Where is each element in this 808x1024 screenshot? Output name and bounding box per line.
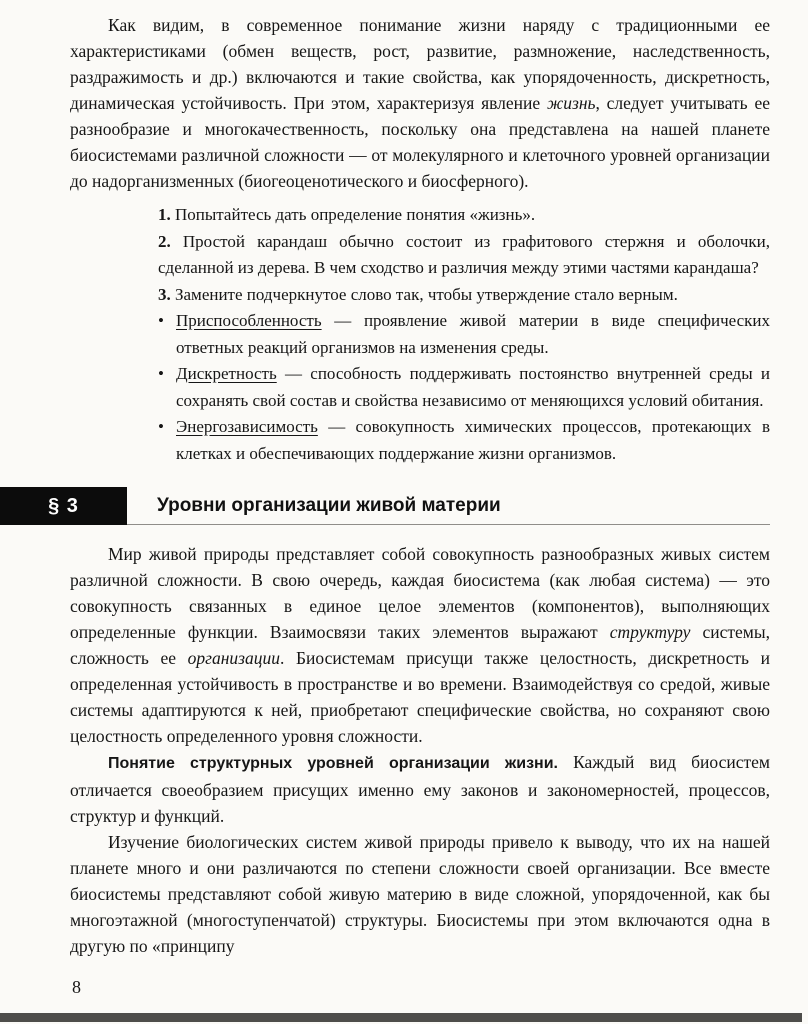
definition-text: — способность поддерживать постоянство внутренней среды и сохранять свой состав и свойства независимо от меняющихся условий обитания. (176, 364, 770, 410)
text-run: Как видим, в современное понимание жизни наряду с традиционными ее характеристиками (обмен веществ, рост, развитие, размножение, наследственность, раздражимость и др.) включаются и такие свойства, как упорядоченность, дискретность, динамическая устойчивость. При этом, характеризуя явление (70, 15, 770, 113)
exercise-number: 1. (158, 205, 171, 224)
exercise-item-3 (158, 282, 770, 309)
exercise-block (158, 202, 770, 467)
definition-bullet-2 (158, 361, 770, 414)
exercise-item-1 (158, 202, 770, 229)
bullet-icon: • (158, 311, 164, 330)
bullet-icon: • (158, 364, 164, 383)
paragraph-body-1 (70, 541, 770, 749)
section-number-badge: § 3 (0, 487, 127, 525)
bold-lead-in: Понятие структурных уровней организации жизни. (108, 755, 558, 772)
exercise-item-2 (158, 229, 770, 282)
paragraph-body-2 (70, 749, 770, 829)
main-body (0, 541, 808, 959)
section-title-rule (127, 487, 770, 525)
section-title: Уровни организации живой материи (157, 494, 501, 516)
italic-term-organization: организации (187, 648, 280, 668)
text-run: . Биосистемам присущи также целостность, дискретность и определенная устойчивость в пространстве и во времени. Взаимодействуя со средой, живые системы адаптируются к ней, приобретают специфические свойства, но сохраняют свою целостность определенного уровня сложности. (70, 648, 770, 746)
italic-term-life: жизнь (546, 93, 596, 113)
definition-text: — проявление живой материи в виде специфических ответных реакций организмов на изменения среды. (176, 311, 770, 357)
scan-edge-bar (0, 1013, 802, 1022)
top-content (0, 0, 808, 467)
paragraph-intro (70, 12, 770, 194)
text-run: Мир живой природы представляет собой совокупность разнообразных живых систем различной сложности. В свою очередь, каждая биосистема (как любая система) — это совокупность связанных в единое целое элементов (компонентов), выполняющих определенные функции. Взаимосвязи таких элементов выражают (70, 544, 770, 642)
bullet-icon: • (158, 417, 164, 436)
exercise-number: 2. (158, 231, 171, 251)
definition-bullet-1 (158, 308, 770, 361)
page-number: 8 (72, 977, 81, 997)
exercise-number: 3. (158, 284, 171, 304)
underlined-term: Энергозависимость (176, 417, 318, 436)
exercise-text: Простой карандаш обычно состоит из графитового стержня и оболочки, сделанной из дерева. В чем сходство и различия между этими частями карандаша? (158, 231, 770, 277)
text-run: Изучение биологических систем живой природы привело к выводу, что их на нашей планете много и они различаются по степени сложности своей организации. Все вместе биосистемы представляют собой живую материю в виде сложной, упорядоченной, как бы многоэтажной (многоступенчатой) структуры. Биосистемы при этом включаются одна в другую по «принципу (70, 832, 770, 956)
paragraph-body-3 (70, 829, 770, 959)
definition-text: — совокупность химических процессов, протекающих в клетках и обеспечивающих поддержание жизни организмов. (176, 417, 770, 463)
text-run: системы, сложность ее (70, 622, 770, 668)
section-header (0, 487, 808, 525)
text-run: Каждый вид биосистем отличается своеобразием присущих именно ему законов и закономерностей, процессов, структур и функций. (70, 752, 771, 826)
underlined-term: Приспособленность (176, 311, 322, 330)
definition-bullet-3 (158, 414, 770, 467)
text-run: , следует учитывать ее разнообразие и многокачественность, поскольку она представлена на нашей планете биосистемами различной сложности — от молекулярного и клеточного уровней организации до надорганизменных (биогеоценотического и биосферного). (70, 93, 770, 191)
exercise-text: Замените подчеркнутое слово так, чтобы утверждение стало верным. (170, 284, 678, 304)
exercise-text: Попытайтесь дать определение понятия «жизнь». (170, 205, 536, 224)
italic-term-structure: структуру (609, 622, 691, 642)
underlined-term: Дискретность (176, 364, 277, 383)
